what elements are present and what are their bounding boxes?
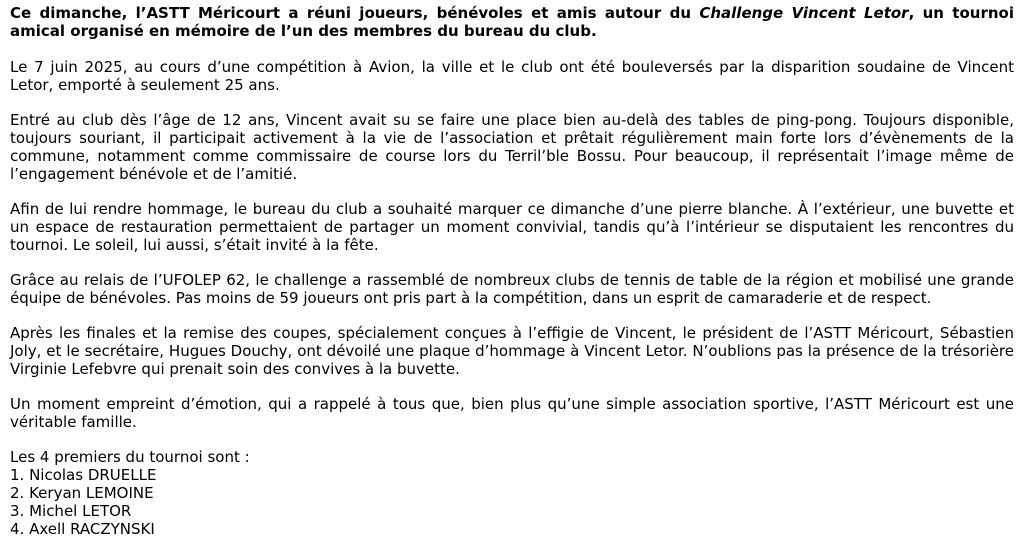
paragraph-biography: Entré au club dès l’âge de 12 ans, Vincent avait su se faire une place bien au-delà des tables de ping-pong. Toujours disponible, toujours souriant, il participait activement à la vie de l’association et prêtait régulièrement main forte lors d’évènements de la commune, notamment comme commissaire de course lors du Terril’ble Bossu. Pour beaucoup, il représentait l’image même de l’engagement bénévole et de l’amitié. (10, 111, 1014, 183)
event-name: Challenge Vincent Letor (699, 4, 909, 22)
article-body (10, 4, 1014, 538)
paragraph-ceremony: Après les finales et la remise des coupes, spécialement conçues à l’effigie de Vincent, le président de l’ASTT Méricourt, Sébastien Joly, et le secrétaire, Hugues Douchy, ont dévoilé une plaque d’hommage à Vincent Letor. N’oublions pas la présence de la trésorière Virginie Lefebvre qui prenait soin des convives à la buvette. (10, 324, 1014, 378)
ranking-intro: Les 4 premiers du tournoi sont : (10, 448, 250, 466)
ranking-section (10, 448, 1014, 538)
ranking-item-1: 1. Nicolas DRUELLE (10, 466, 157, 484)
ranking-item-3: 3. Michel LETOR (10, 502, 132, 520)
ranking-item-4: 4. Axell RACZYNSKI (10, 520, 155, 538)
lead-paragraph (10, 4, 1014, 40)
paragraph-conclusion: Un moment empreint d’émotion, qui a rappelé à tous que, bien plus qu’une simple association sportive, l’ASTT Méricourt est une véritable famille. (10, 395, 1014, 431)
paragraph-tribute-day: Afin de lui rendre hommage, le bureau du club a souhaité marquer ce dimanche d’une pierre blanche. À l’extérieur, une buvette et un espace de restauration permettaient de partager un moment convivial, tandis qu’à l’intérieur se disputaient les rencontres du tournoi. Le soleil, lui aussi, s’était invité à la fête. (10, 200, 1014, 254)
ranking-item-2: 2. Keryan LEMOINE (10, 484, 154, 502)
paragraph-participation: Grâce au relais de l’UFOLEP 62, le challenge a rassemblé de nombreux clubs de tennis de table de la région et mobilisé une grande équipe de bénévoles. Pas moins de 59 joueurs ont pris part à la compétition, dans un esprit de camaraderie et de respect. (10, 271, 1014, 307)
lead-text-end: , un tournoi amical organisé en mémoire de l’un des membres du bureau du club. (10, 4, 1014, 40)
paragraph-tragedy: Le 7 juin 2025, au cours d’une compétition à Avion, la ville et le club ont été bouleversés par la disparition soudaine de Vincent Letor, emporté à seulement 25 ans. (10, 58, 1014, 94)
lead-text-start: Ce dimanche, l’ASTT Méricourt a réuni joueurs, bénévoles et amis autour du (10, 4, 700, 22)
ranking-list (10, 466, 1014, 538)
